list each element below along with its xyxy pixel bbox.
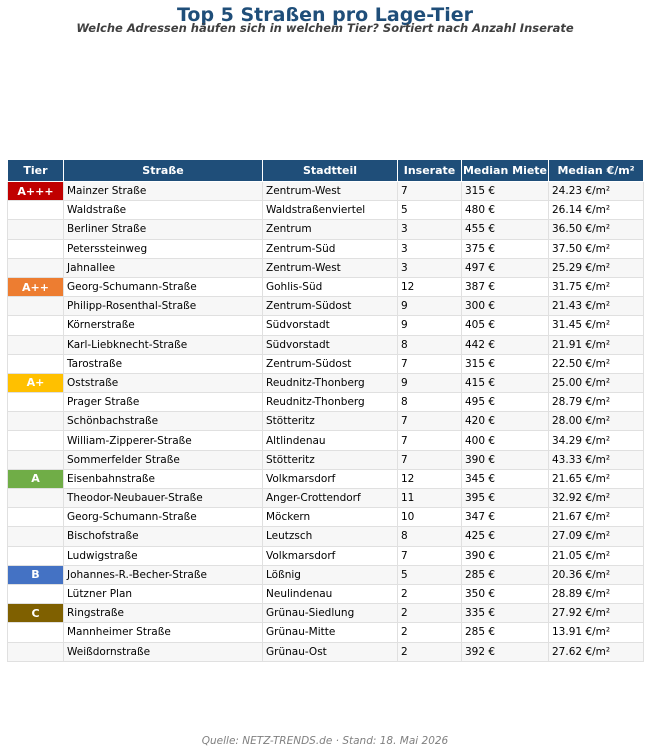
- strasse-cell: Georg-Schumann-Straße: [64, 277, 263, 296]
- table-row: [8, 469, 644, 488]
- inserate-cell: 5: [398, 565, 462, 584]
- inserate-cell: 7: [398, 182, 462, 201]
- inserate-cell: 7: [398, 354, 462, 373]
- median-qm-cell: 36.50 €/m²: [549, 220, 644, 239]
- table-row: [8, 239, 644, 258]
- inserate-cell: 12: [398, 469, 462, 488]
- table-row: [8, 623, 644, 642]
- tier-cell: [8, 412, 64, 431]
- median-miete-cell: 387 €: [462, 277, 549, 296]
- inserate-cell: 9: [398, 373, 462, 392]
- median-miete-cell: 480 €: [462, 201, 549, 220]
- median-qm-cell: 22.50 €/m²: [549, 354, 644, 373]
- median-qm-cell: 32.92 €/m²: [549, 489, 644, 508]
- median-qm-cell: 21.65 €/m²: [549, 469, 644, 488]
- tier-cell: A+: [8, 373, 64, 392]
- table-row: [8, 258, 644, 277]
- tier-cell: [8, 584, 64, 603]
- table-row: [8, 335, 644, 354]
- tier-cell: [8, 239, 64, 258]
- median-miete-cell: 405 €: [462, 316, 549, 335]
- median-qm-cell: 27.92 €/m²: [549, 604, 644, 623]
- median-qm-cell: 25.29 €/m²: [549, 258, 644, 277]
- median-qm-cell: 31.45 €/m²: [549, 316, 644, 335]
- tier-cell: [8, 623, 64, 642]
- stadtteil-cell: Zentrum-West: [263, 182, 398, 201]
- tier-cell: [8, 393, 64, 412]
- stadtteil-cell: Zentrum-West: [263, 258, 398, 277]
- median-qm-cell: 34.29 €/m²: [549, 431, 644, 450]
- strasse-cell: Tarostraße: [64, 354, 263, 373]
- table-row: [8, 642, 644, 661]
- stadtteil-cell: Zentrum-Süd: [263, 239, 398, 258]
- table-row: [8, 412, 644, 431]
- table-row: [8, 354, 644, 373]
- inserate-cell: 11: [398, 489, 462, 508]
- inserate-cell: 9: [398, 316, 462, 335]
- stadtteil-cell: Anger-Crottendorf: [263, 489, 398, 508]
- median-qm-cell: 21.67 €/m²: [549, 508, 644, 527]
- chart-title: Top 5 Straßen pro Lage-Tier: [176, 4, 474, 26]
- median-qm-cell: 43.33 €/m²: [549, 450, 644, 469]
- median-qm-cell: 28.00 €/m²: [549, 412, 644, 431]
- strasse-cell: Mannheimer Straße: [64, 623, 263, 642]
- median-miete-cell: 455 €: [462, 220, 549, 239]
- median-miete-cell: 315 €: [462, 354, 549, 373]
- median-miete-cell: 285 €: [462, 565, 549, 584]
- median-qm-cell: 13.91 €/m²: [549, 623, 644, 642]
- strasse-cell: Philipp-Rosenthal-Straße: [64, 297, 263, 316]
- median-qm-cell: 21.05 €/m²: [549, 546, 644, 565]
- strasse-cell: Lützner Plan: [64, 584, 263, 603]
- strasse-cell: Oststraße: [64, 373, 263, 392]
- table-row: [8, 565, 644, 584]
- strasse-cell: Schönbachstraße: [64, 412, 263, 431]
- stadtteil-cell: Zentrum-Südost: [263, 297, 398, 316]
- strasse-cell: Mainzer Straße: [64, 182, 263, 201]
- stadtteil-cell: Südvorstadt: [263, 316, 398, 335]
- median-qm-cell: 25.00 €/m²: [549, 373, 644, 392]
- table-row: [8, 201, 644, 220]
- table-row: [8, 546, 644, 565]
- strasse-cell: Ludwigstraße: [64, 546, 263, 565]
- table-body: [8, 182, 644, 662]
- strasse-cell: Peterssteinweg: [64, 239, 263, 258]
- tier-cell: [8, 489, 64, 508]
- tier-cell: [8, 431, 64, 450]
- column-header-median-qm: Median €/m²: [549, 160, 644, 182]
- column-header-median-miete: Median Miete: [462, 160, 549, 182]
- median-qm-cell: 28.89 €/m²: [549, 584, 644, 603]
- strasse-cell: Georg-Schumann-Straße: [64, 508, 263, 527]
- stadtteil-cell: Volkmarsdorf: [263, 469, 398, 488]
- median-miete-cell: 300 €: [462, 297, 549, 316]
- inserate-cell: 3: [398, 220, 462, 239]
- stadtteil-cell: Gohlis-Süd: [263, 277, 398, 296]
- median-qm-cell: 20.36 €/m²: [549, 565, 644, 584]
- table-row: [8, 373, 644, 392]
- median-miete-cell: 285 €: [462, 623, 549, 642]
- inserate-cell: 9: [398, 297, 462, 316]
- median-qm-cell: 21.43 €/m²: [549, 297, 644, 316]
- column-header-stadtteil: Stadtteil: [263, 160, 398, 182]
- strasse-cell: Berliner Straße: [64, 220, 263, 239]
- table-header-row: [8, 160, 644, 182]
- table-row: [8, 604, 644, 623]
- column-header-tier: Tier: [8, 160, 64, 182]
- inserate-cell: 12: [398, 277, 462, 296]
- strasse-cell: Bischofstraße: [64, 527, 263, 546]
- median-qm-cell: 31.75 €/m²: [549, 277, 644, 296]
- median-miete-cell: 497 €: [462, 258, 549, 277]
- inserate-cell: 7: [398, 412, 462, 431]
- inserate-cell: 7: [398, 431, 462, 450]
- tier-cell: A+++: [8, 182, 64, 201]
- median-miete-cell: 375 €: [462, 239, 549, 258]
- inserate-cell: 2: [398, 623, 462, 642]
- tier-cell: [8, 201, 64, 220]
- median-qm-cell: 28.79 €/m²: [549, 393, 644, 412]
- tier-cell: [8, 316, 64, 335]
- median-miete-cell: 420 €: [462, 412, 549, 431]
- stadtteil-cell: Reudnitz-Thonberg: [263, 373, 398, 392]
- stadtteil-cell: Grünau-Siedlung: [263, 604, 398, 623]
- stadtteil-cell: Altlindenau: [263, 431, 398, 450]
- median-miete-cell: 347 €: [462, 508, 549, 527]
- strasse-cell: Eisenbahnstraße: [64, 469, 263, 488]
- inserate-cell: 2: [398, 604, 462, 623]
- table-row: [8, 527, 644, 546]
- strasse-cell: Weißdornstraße: [64, 642, 263, 661]
- table-row: [8, 584, 644, 603]
- tier-cell: [8, 508, 64, 527]
- median-miete-cell: 350 €: [462, 584, 549, 603]
- stadtteil-cell: Grünau-Mitte: [263, 623, 398, 642]
- median-miete-cell: 442 €: [462, 335, 549, 354]
- inserate-cell: 7: [398, 450, 462, 469]
- tier-cell: [8, 642, 64, 661]
- median-miete-cell: 395 €: [462, 489, 549, 508]
- inserate-cell: 8: [398, 335, 462, 354]
- stadtteil-cell: Stötteritz: [263, 450, 398, 469]
- median-qm-cell: 27.09 €/m²: [549, 527, 644, 546]
- table-row: [8, 316, 644, 335]
- strasse-cell: William-Zipperer-Straße: [64, 431, 263, 450]
- median-qm-cell: 26.14 €/m²: [549, 201, 644, 220]
- inserate-cell: 10: [398, 508, 462, 527]
- table-row: [8, 450, 644, 469]
- inserate-cell: 5: [398, 201, 462, 220]
- table-row: [8, 277, 644, 296]
- median-qm-cell: 27.62 €/m²: [549, 642, 644, 661]
- tier-cell: A++: [8, 277, 64, 296]
- strasse-cell: Waldstraße: [64, 201, 263, 220]
- table-row: [8, 393, 644, 412]
- median-miete-cell: 315 €: [462, 182, 549, 201]
- inserate-cell: 3: [398, 239, 462, 258]
- stadtteil-cell: Zentrum: [263, 220, 398, 239]
- stadtteil-cell: Möckern: [263, 508, 398, 527]
- tier-cell: [8, 450, 64, 469]
- strasse-cell: Ringstraße: [64, 604, 263, 623]
- inserate-cell: 2: [398, 584, 462, 603]
- stadtteil-cell: Neulindenau: [263, 584, 398, 603]
- stadtteil-cell: Volkmarsdorf: [263, 546, 398, 565]
- column-header-strasse: Straße: [64, 160, 263, 182]
- tier-cell: [8, 354, 64, 373]
- tier-cell: [8, 220, 64, 239]
- strasse-cell: Theodor-Neubauer-Straße: [64, 489, 263, 508]
- tier-cell: [8, 258, 64, 277]
- tier-cell: C: [8, 604, 64, 623]
- source-note: Quelle: NETZ-TRENDS.de · Stand: 18. Mai 2026: [201, 735, 449, 747]
- median-miete-cell: 345 €: [462, 469, 549, 488]
- column-header-inserate: Inserate: [398, 160, 462, 182]
- stadtteil-cell: Waldstraßenviertel: [263, 201, 398, 220]
- table-row: [8, 431, 644, 450]
- strasse-cell: Sommerfelder Straße: [64, 450, 263, 469]
- stadtteil-cell: Leutzsch: [263, 527, 398, 546]
- median-miete-cell: 335 €: [462, 604, 549, 623]
- median-miete-cell: 425 €: [462, 527, 549, 546]
- median-miete-cell: 390 €: [462, 546, 549, 565]
- strasse-cell: Karl-Liebknecht-Straße: [64, 335, 263, 354]
- table-row: [8, 182, 644, 201]
- tier-cell: [8, 297, 64, 316]
- median-qm-cell: 24.23 €/m²: [549, 182, 644, 201]
- inserate-cell: 8: [398, 527, 462, 546]
- table-row: [8, 297, 644, 316]
- tier-cell: B: [8, 565, 64, 584]
- table-row: [8, 220, 644, 239]
- top-streets-table: [7, 159, 644, 662]
- tier-cell: [8, 527, 64, 546]
- strasse-cell: Körnerstraße: [64, 316, 263, 335]
- chart-subtitle: Welche Adressen häufen sich in welchem Tier? Sortiert nach Anzahl Inserate: [76, 21, 574, 35]
- stadtteil-cell: Reudnitz-Thonberg: [263, 393, 398, 412]
- strasse-cell: Prager Straße: [64, 393, 263, 412]
- median-miete-cell: 400 €: [462, 431, 549, 450]
- stadtteil-cell: Lößnig: [263, 565, 398, 584]
- tier-cell: [8, 546, 64, 565]
- inserate-cell: 2: [398, 642, 462, 661]
- stadtteil-cell: Südvorstadt: [263, 335, 398, 354]
- stadtteil-cell: Stötteritz: [263, 412, 398, 431]
- strasse-cell: Johannes-R.-Becher-Straße: [64, 565, 263, 584]
- tier-cell: [8, 335, 64, 354]
- inserate-cell: 8: [398, 393, 462, 412]
- median-miete-cell: 415 €: [462, 373, 549, 392]
- stadtteil-cell: Grünau-Ost: [263, 642, 398, 661]
- inserate-cell: 7: [398, 546, 462, 565]
- median-miete-cell: 390 €: [462, 450, 549, 469]
- inserate-cell: 3: [398, 258, 462, 277]
- strasse-cell: Jahnallee: [64, 258, 263, 277]
- tier-cell: A: [8, 469, 64, 488]
- median-miete-cell: 392 €: [462, 642, 549, 661]
- table-row: [8, 489, 644, 508]
- table-row: [8, 508, 644, 527]
- median-miete-cell: 495 €: [462, 393, 549, 412]
- stadtteil-cell: Zentrum-Südost: [263, 354, 398, 373]
- median-qm-cell: 37.50 €/m²: [549, 239, 644, 258]
- median-qm-cell: 21.91 €/m²: [549, 335, 644, 354]
